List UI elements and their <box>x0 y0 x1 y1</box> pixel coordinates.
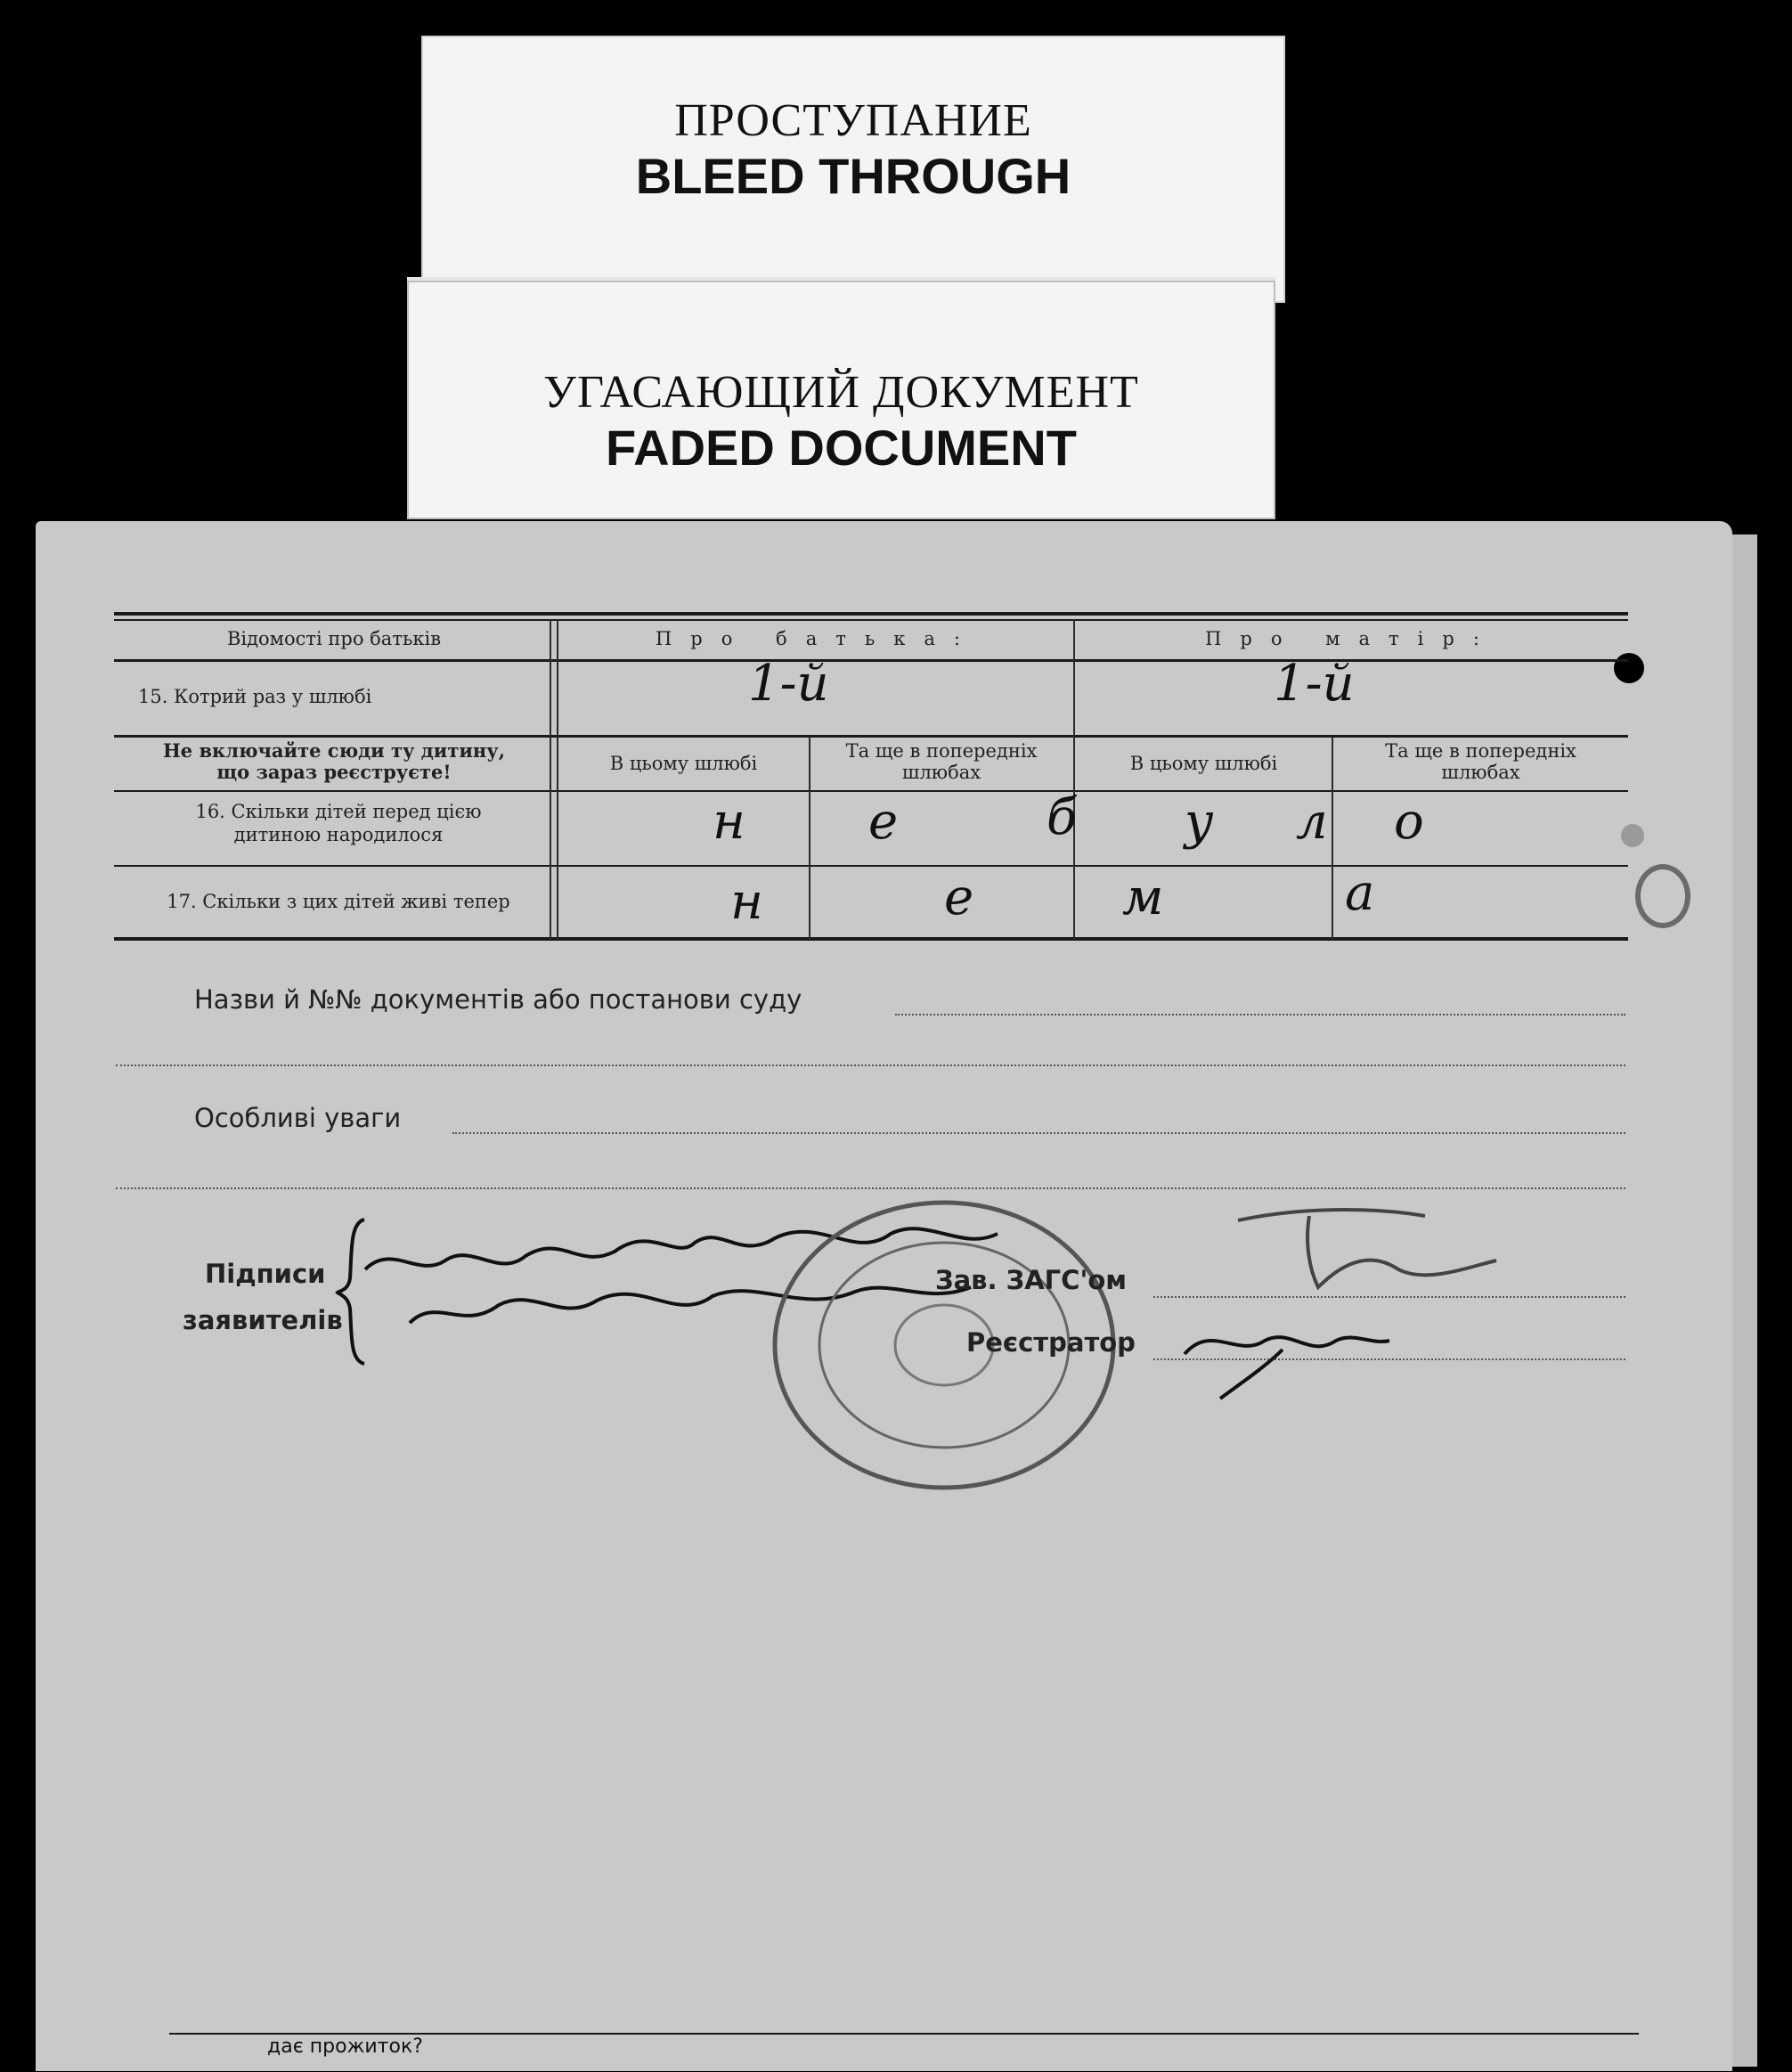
exclusion-note-line1: Не включайте сюди ту дитину, <box>162 739 506 762</box>
footer-fragment: дає прожиток? <box>267 2035 423 2058</box>
row17-handwriting: е <box>944 869 974 926</box>
header-mother: Про матір: <box>1205 628 1498 649</box>
row17-label: 17. Скільки з цих дітей живі тепер <box>167 891 510 912</box>
table-rule <box>114 735 1628 738</box>
registrar-label: Реєстратор <box>966 1327 1136 1358</box>
signatures-label-2: заявителів <box>183 1305 343 1335</box>
row16-handwriting: о <box>1394 793 1424 851</box>
documents-label: Назви й №№ документів або постанови суду <box>194 984 802 1015</box>
signatures-label-1: Підписи <box>205 1259 326 1289</box>
mother-prev-marriage-header-1: Та ще в попередніх <box>1385 740 1576 762</box>
row16-label-1: 16. Скільки дітей перед цією <box>195 801 482 822</box>
father-prev-marriage-header-1: Та ще в попередніх <box>845 740 1038 762</box>
documents-line <box>895 1014 1625 1016</box>
faded-document-en: FADED DOCUMENT <box>606 420 1077 476</box>
table-rule <box>114 619 1628 621</box>
bleed-through-ru: ПРОСТУПАНИЕ <box>674 95 1032 146</box>
faded-document-notice <box>407 281 1275 519</box>
paper-edge <box>1732 534 1757 2067</box>
documents-line-2 <box>116 1065 1625 1066</box>
exclusion-note-line2: що зараз реєструєте! <box>216 761 452 783</box>
table-rule <box>114 865 1628 867</box>
table-top-rule <box>114 612 1628 616</box>
row16-handwriting: б <box>1047 788 1078 846</box>
footer-rule <box>169 2033 1639 2035</box>
faded-document-ru: УГАСАЮЩИЙ ДОКУМЕНТ <box>543 367 1139 418</box>
remarks-label: Особливі уваги <box>194 1103 402 1133</box>
remarks-line <box>452 1132 1625 1134</box>
mother-this-marriage-header: В цьому шлюбі <box>1129 753 1278 774</box>
row16-label-2: дитиною народилося <box>233 824 444 845</box>
row16-handwriting: л <box>1296 793 1328 851</box>
table-rule <box>114 790 1628 792</box>
table-bottom-rule <box>114 937 1628 941</box>
row17-handwriting: а <box>1345 864 1375 922</box>
table-rule <box>114 659 1628 662</box>
row16-handwriting: у <box>1185 793 1214 851</box>
row15-father-value: 1-й <box>748 655 829 713</box>
bleed-through-en: BLEED THROUGH <box>635 148 1071 204</box>
father-this-marriage-header: В цьому шлюбі <box>609 753 758 774</box>
mother-prev-marriage-header-2: шлюбах <box>1441 762 1520 783</box>
registrar-signature <box>1176 1305 1398 1403</box>
table-col-divider <box>1332 737 1333 940</box>
header-father: Про батька: <box>655 628 979 649</box>
table-col-divider <box>557 619 558 940</box>
header-parents-info: Відомості про батьків <box>226 628 442 649</box>
row15-mother-value: 1-й <box>1274 655 1355 713</box>
row16-handwriting: е <box>868 793 899 851</box>
punch-hole <box>1614 653 1644 683</box>
document-page <box>36 521 1732 2071</box>
punch-hole <box>1635 864 1690 928</box>
table-col-divider <box>809 737 810 940</box>
row16-handwriting: н <box>713 793 745 851</box>
father-prev-marriage-header-2: шлюбах <box>901 762 982 783</box>
bleed-through-notice <box>421 36 1285 303</box>
row17-handwriting: м <box>1122 869 1164 926</box>
table-col-divider <box>1073 619 1075 940</box>
row15-label: 15. Котрий раз у шлюбі <box>138 686 372 707</box>
row17-handwriting: н <box>730 873 763 931</box>
head-signature <box>1220 1198 1514 1305</box>
head-label: Зав. ЗАГС'ом <box>935 1265 1127 1295</box>
punch-hole <box>1621 824 1644 847</box>
